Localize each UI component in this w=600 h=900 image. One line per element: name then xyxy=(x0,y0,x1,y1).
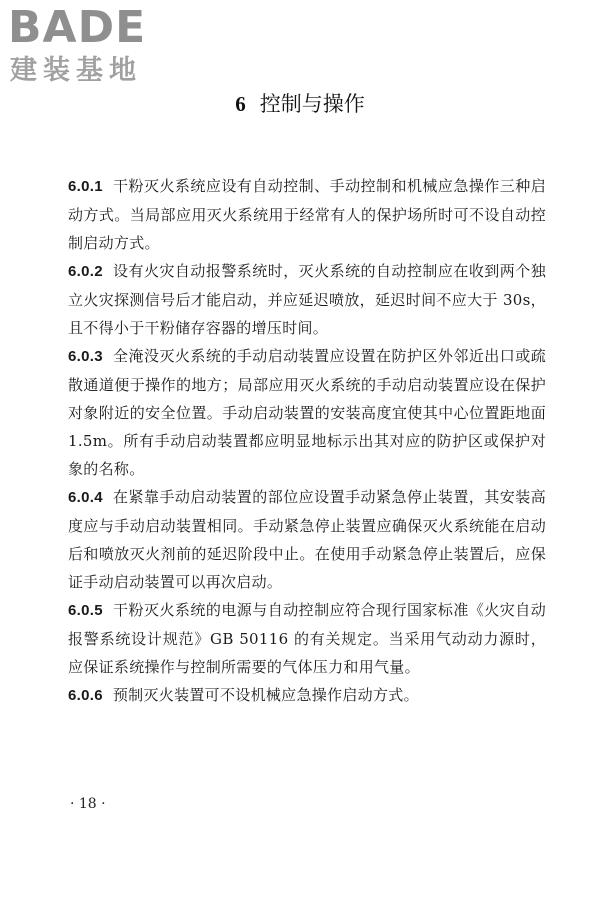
clause-6-0-4 xyxy=(68,483,546,596)
clause-text: 全淹没灭火系统的手动启动装置应设置在防护区外邻近出口或疏散通道便于操作的地方；局部应用灭火系统的手动启动装置应设在保护对象附近的安全位置。手动启动装置的安装高度宜使其中心位置距地面 1.5m。所有手动启动装置都应明显地标示出其对应的防护区或保护对象的名称。 xyxy=(68,347,546,478)
logo-brand-text: BADE xyxy=(8,2,147,53)
clause-number: 6.0.6 xyxy=(68,687,103,704)
bade-logo xyxy=(8,2,183,92)
clause-number: 6.0.3 xyxy=(68,348,103,365)
clause-text: 设有火灾自动报警系统时，灭火系统的自动控制应在收到两个独立火灾探测信号后才能启动，并应延迟喷放，延迟时间不应大于 30s，且不得小于干粉储存容器的增压时间。 xyxy=(68,262,546,337)
clause-text: 预制灭火装置可不设机械应急操作启动方式。 xyxy=(112,686,419,704)
clause-text: 干粉灭火系统应设有自动控制、手动控制和机械应急操作三种启动方式。当局部应用灭火系统用于经常有人的保护场所时可不设自动控制启动方式。 xyxy=(68,177,546,252)
clause-6-0-1 xyxy=(68,172,546,257)
clause-6-0-6 xyxy=(68,681,546,710)
clause-number: 6.0.4 xyxy=(68,489,103,506)
clause-text: 干粉灭火系统的电源与自动控制应符合现行国家标准《火灾自动报警系统设计规范》GB 50116 的有关规定。当采用气动动力源时，应保证系统操作与控制所需要的气体压力和用气量。 xyxy=(68,601,546,676)
clause-6-0-3 xyxy=(68,342,546,483)
clause-6-0-5 xyxy=(68,596,546,681)
clause-list xyxy=(68,172,546,710)
clause-number: 6.0.1 xyxy=(68,178,103,195)
chapter-title xyxy=(0,90,600,118)
clause-number: 6.0.2 xyxy=(68,263,103,280)
chapter-title-text: 控制与操作 xyxy=(259,92,365,116)
chapter-number: 6 xyxy=(235,92,246,116)
clause-number: 6.0.5 xyxy=(68,602,103,619)
page-number: · 18 · xyxy=(70,796,106,812)
logo-subtitle-text: 建装基地 xyxy=(10,55,142,86)
clause-text: 在紧靠手动启动装置的部位应设置手动紧急停止装置，其安装高度应与手动启动装置相同。手动紧急停止装置应确保灭火系统能在启动后和喷放灭火剂前的延迟阶段中止。在使用手动紧急停止装置后，应保证手动启动装置可以再次启动。 xyxy=(68,488,546,591)
clause-6-0-2 xyxy=(68,257,546,342)
